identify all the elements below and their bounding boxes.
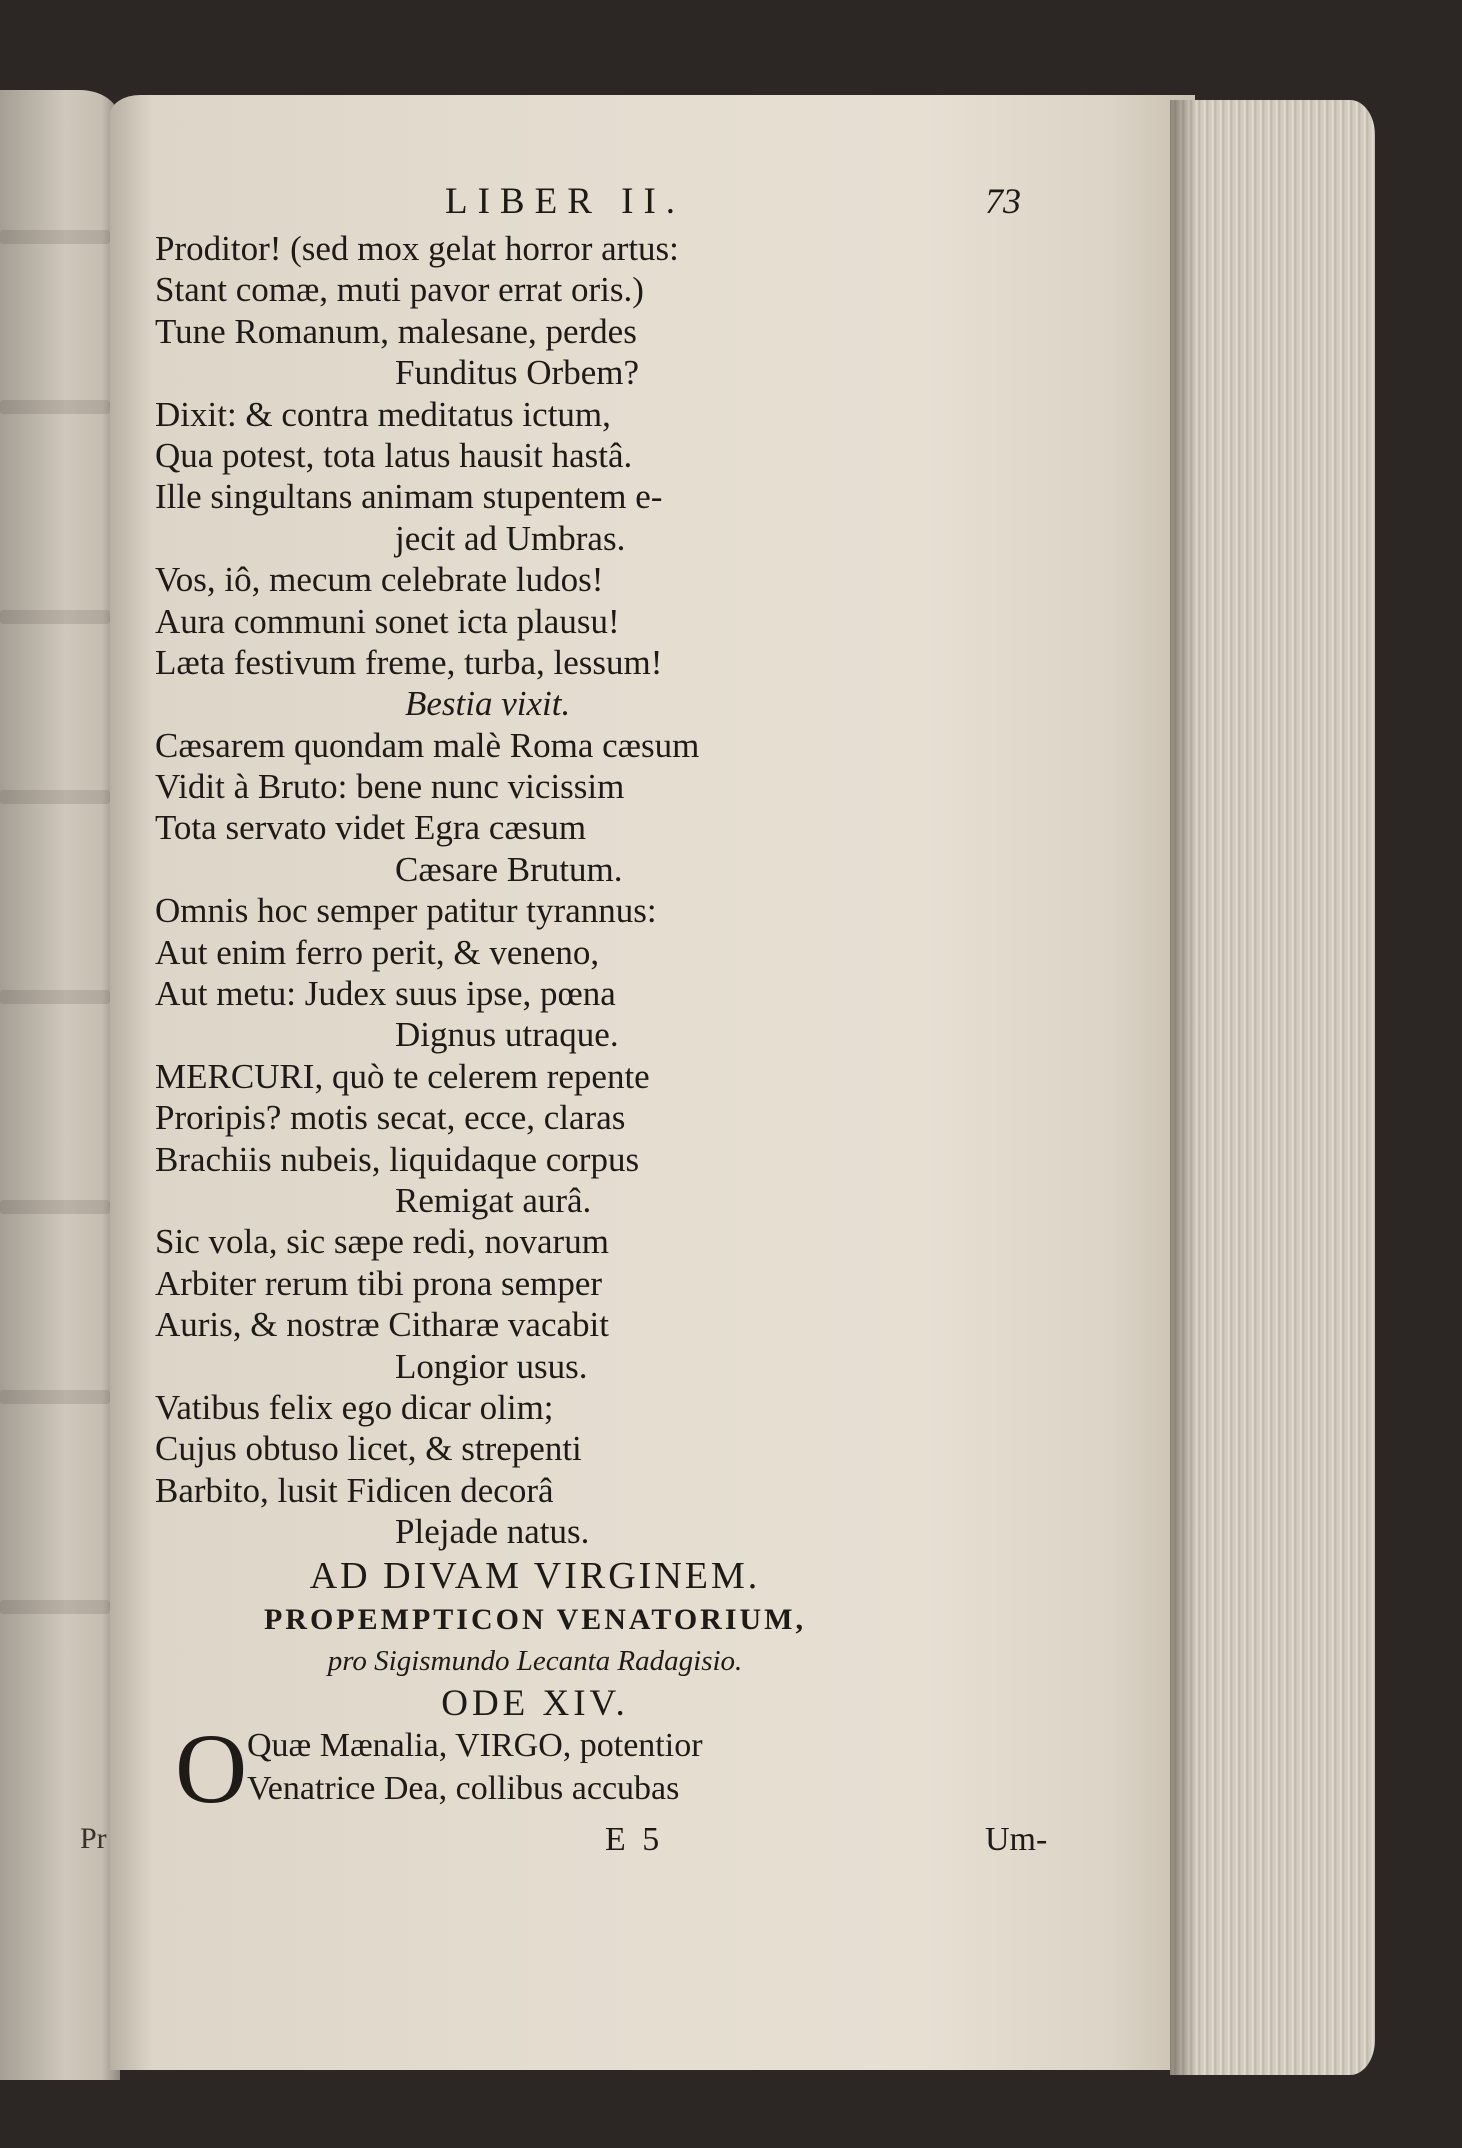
poem-line: Sic vola, sic sæpe redi, novarum <box>155 1222 609 1262</box>
poem-line: Dignus utraque. <box>395 1015 619 1055</box>
poem-line: Cæsarem quondam malè Roma cæsum <box>155 725 700 765</box>
catchword: Um- <box>985 1820 1048 1858</box>
poem-line: Vatibus felix ego dicar olim; <box>155 1387 554 1427</box>
poem-line: Barbito, lusit Fidicen decorâ <box>155 1470 554 1510</box>
page-footer <box>155 1820 1048 1869</box>
poem-line: Stant comæ, muti pavor errat oris.) <box>155 270 644 310</box>
poem-line: Cujus obtuso licet, & strepenti <box>155 1429 582 1469</box>
poem-line: Plejade natus. <box>395 1512 590 1552</box>
poem-line: Vos, iô, mecum celebrate ludos! <box>155 560 604 600</box>
page-block-edges <box>1170 100 1375 2075</box>
page-number: 73 <box>985 181 1021 221</box>
section-subtitle: PROPEMPTICON VENATORIUM, <box>263 1602 806 1636</box>
drop-cap: O <box>175 1712 248 1824</box>
poem-line: Longior usus. <box>395 1346 588 1386</box>
running-head <box>155 180 1035 228</box>
page-text <box>155 180 1048 1869</box>
poem-line: Qua potest, tota latus hausit hastâ. <box>155 435 633 475</box>
poem-line: Tune Romanum, malesane, perdes <box>155 311 637 351</box>
poem-line: Auris, & nostræ Citharæ vacabit <box>155 1305 609 1345</box>
poem-line: Proripis? motis secat, ecce, claras <box>155 1098 626 1138</box>
ode-line-1: Quæ Mænalia, VIRGO, potentior <box>247 1726 703 1764</box>
poem-line: Funditus Orbem? <box>395 353 640 393</box>
section-dedication: pro Sigismundo Lecanta Radagisio. <box>327 1644 743 1677</box>
running-head-title: LIBER II. <box>445 181 686 222</box>
poem-line: Vidit à Bruto: bene nunc vicissim <box>155 767 625 807</box>
poem-line: Aut metu: Judex suus ipse, pœna <box>155 974 616 1014</box>
ode-label: ODE XIV. <box>441 1682 629 1724</box>
poem-line: Omnis hoc semper patitur tyrannus: <box>155 891 657 931</box>
poem-line: Aura communi sonet icta plausu! <box>155 601 620 641</box>
ode-opening <box>155 1712 1035 1824</box>
section-title: AD DIVAM VIRGINEM. <box>309 1554 761 1597</box>
poem-line: MERCURI, quò te celerem repente <box>155 1056 650 1096</box>
poem-line: Cæsare Brutum. <box>395 849 623 889</box>
left-page-edge <box>0 90 120 2080</box>
poem-body <box>155 228 1035 1553</box>
left-page-fragment: Pr <box>80 1822 107 1855</box>
poem-line: Bestia vixit. <box>405 684 571 724</box>
poem-line: Brachiis nubeis, liquidaque corpus <box>155 1139 640 1179</box>
ode-line-2: Venatrice Dea, collibus accubas <box>247 1769 680 1807</box>
poem-line: Læta festivum freme, turba, lessum! <box>155 642 663 682</box>
poem-line: Proditor! (sed mox gelat horror artus: <box>155 229 679 268</box>
poem-line: Aut enim ferro perit, & veneno, <box>155 932 600 972</box>
poem-line: Tota servato videt Egra cæsum <box>155 808 587 848</box>
poem-line: Arbiter rerum tibi prona semper <box>155 1263 603 1303</box>
poem-line: Remigat aurâ. <box>395 1180 592 1220</box>
poem-line: Dixit: & contra meditatus ictum, <box>155 394 611 434</box>
poem-line: Ille singultans animam stupentem e- <box>155 477 663 517</box>
signature-mark: E 5 <box>605 1820 664 1858</box>
poem-line: jecit ad Umbras. <box>395 518 626 558</box>
